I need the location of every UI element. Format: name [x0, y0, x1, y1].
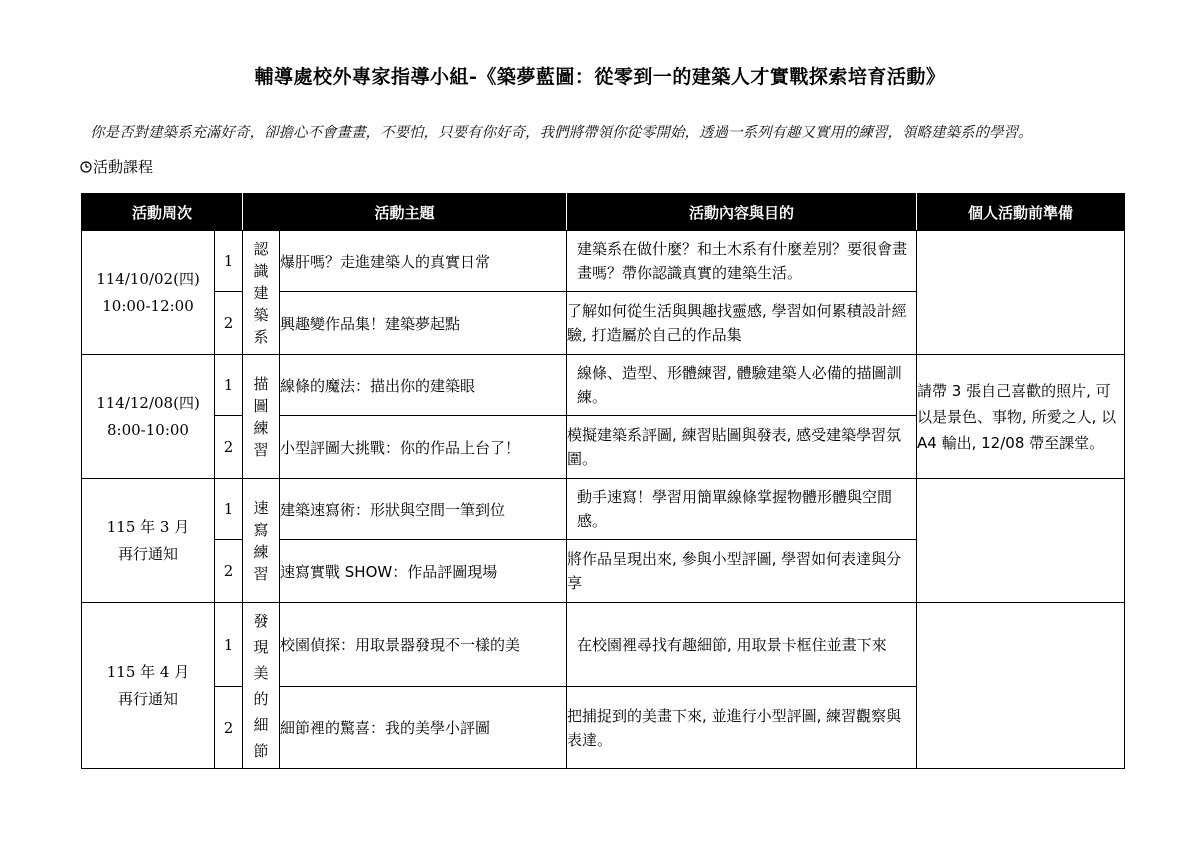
date-line: 114/10/02(四) — [96, 269, 200, 288]
category-char: 識 — [253, 261, 269, 280]
category-char: 現 — [253, 637, 269, 656]
topic-cell: 速寫實戰 SHOW：作品評圖現場 — [280, 540, 567, 603]
table-header-row — [82, 194, 1125, 231]
category-char: 練 — [253, 418, 269, 437]
category-char: 節 — [253, 741, 269, 760]
date-line: 115 年 4 月 — [106, 662, 190, 681]
topic-cell: 校園偵探：用取景器發現不一樣的美 — [280, 603, 567, 687]
category-cell — [243, 231, 280, 355]
time-line: 再行通知 — [117, 689, 178, 708]
topic-cell: 小型評圖大挑戰：你的作品上台了！ — [280, 416, 567, 479]
content-cell: 動手速寫！學習用簡單線條掌握物體形體與空間感。 — [567, 479, 917, 540]
content-cell: 了解如何從生活與興趣找靈感, 學習如何累積設計經驗, 打造屬於自己的作品集 — [567, 292, 917, 355]
date-cell — [82, 603, 215, 769]
content-cell: 把捕捉到的美畫下來, 並進行小型評圖, 練習觀察與表達。 — [567, 687, 917, 769]
session-number: 1 — [215, 479, 243, 540]
category-char: 美 — [253, 663, 269, 682]
topic-cell: 線條的魔法：描出你的建築眼 — [280, 355, 567, 416]
section-label: 活動課程 — [93, 158, 154, 176]
document-title: 輔導處校外專家指導小組-《築夢藍圖：從零到一的建築人才實戰探索培育活動》 — [254, 66, 946, 88]
category-char: 圖 — [253, 396, 269, 415]
category-char: 發 — [253, 611, 269, 630]
session-number: 1 — [215, 355, 243, 416]
session-number: 1 — [215, 231, 243, 292]
category-char: 速 — [253, 498, 269, 517]
prep-cell — [917, 231, 1125, 355]
content-cell: 建築系在做什麼？和土木系有什麼差別？要很會畫畫嗎？帶你認識真實的建築生活。 — [567, 231, 917, 292]
session-number: 2 — [215, 292, 243, 355]
header-content: 活動內容與目的 — [567, 194, 917, 231]
table-row — [82, 355, 1125, 416]
time-line: 再行通知 — [117, 544, 178, 563]
content-cell: 模擬建築系評圖, 練習貼圖與發表, 感受建築學習氛圍。 — [567, 416, 917, 479]
schedule-table — [81, 193, 1125, 769]
table-row — [82, 603, 1125, 687]
date-cell — [82, 479, 215, 603]
topic-cell: 建築速寫術：形狀與空間一筆到位 — [280, 479, 567, 540]
header-prep: 個人活動前準備 — [917, 194, 1125, 231]
table-row — [82, 231, 1125, 292]
date-cell — [82, 231, 215, 355]
time-line: 10:00-12:00 — [102, 296, 194, 315]
topic-cell: 爆肝嗎？走進建築人的真實日常 — [280, 231, 567, 292]
category-char: 描 — [253, 374, 269, 393]
category-char: 習 — [253, 564, 269, 583]
prep-cell — [917, 603, 1125, 769]
date-line: 114/12/08(四) — [96, 393, 200, 412]
category-cell — [243, 479, 280, 603]
category-char: 系 — [253, 327, 269, 346]
content-cell: 將作品呈現出來, 參與小型評圖, 學習如何表達與分享 — [567, 540, 917, 603]
category-char: 築 — [253, 305, 269, 324]
content-cell: 線條、造型、形體練習, 體驗建築人必備的描圖訓練。 — [567, 355, 917, 416]
category-char: 認 — [253, 239, 269, 258]
category-char: 的 — [253, 689, 269, 708]
section-heading — [80, 156, 153, 177]
time-line: 8:00-10:00 — [107, 420, 189, 439]
session-number: 2 — [215, 687, 243, 769]
session-number: 1 — [215, 603, 243, 687]
table-row — [82, 479, 1125, 540]
category-cell — [243, 603, 280, 769]
category-char: 練 — [253, 542, 269, 561]
clock-icon — [80, 161, 92, 176]
header-theme: 活動主題 — [243, 194, 567, 231]
category-char: 寫 — [253, 520, 269, 539]
session-number: 2 — [215, 416, 243, 479]
date-line: 115 年 3 月 — [106, 517, 190, 536]
category-char: 習 — [253, 440, 269, 459]
prep-cell: 請帶 3 張自己喜歡的照片, 可以是景色、事物, 所愛之人, 以 A4 輸出, 12/08 帶至課堂。 — [917, 355, 1125, 479]
topic-cell: 興趣變作品集！建築夢起點 — [280, 292, 567, 355]
category-char: 建 — [253, 283, 269, 302]
content-cell: 在校園裡尋找有趣細節, 用取景卡框住並畫下來 — [567, 603, 917, 687]
topic-cell: 細節裡的驚喜：我的美學小評圖 — [280, 687, 567, 769]
header-week: 活動周次 — [82, 194, 243, 231]
category-cell — [243, 355, 280, 479]
date-cell — [82, 355, 215, 479]
prep-cell — [917, 479, 1125, 603]
intro-text: 你是否對建築系充滿好奇，卻擔心不會畫畫，不要怕，只要有你好奇，我們將帶領你從零開始，透過一系列有趣又實用的練習，領略建築系的學習。 — [90, 125, 1033, 141]
session-number: 2 — [215, 540, 243, 603]
category-char: 細 — [253, 715, 269, 734]
